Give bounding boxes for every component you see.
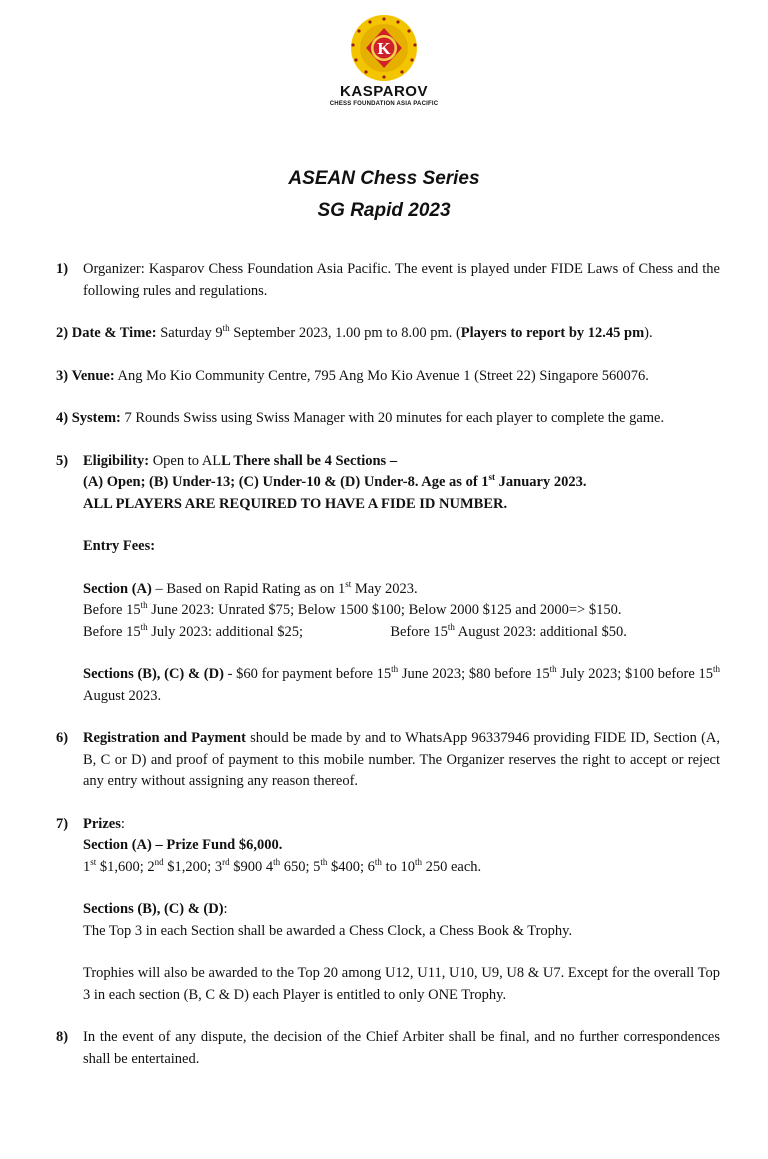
eligibility-label: Eligibility: xyxy=(83,452,150,469)
report-time: Players to report by 12.45 pm xyxy=(460,325,645,341)
system-text: 7 Rounds Swiss using Swiss Manager with 20 minutes for each player to complete the game. xyxy=(124,410,665,426)
section-system xyxy=(56,408,720,430)
system-label: System: xyxy=(71,410,121,426)
section-number: 2) xyxy=(56,325,69,341)
organizer-text: Organizer: Kasparov Chess Foundation Asia Pacific. The event is played under FIDE Laws of Chess and the following rules and regulations. xyxy=(83,261,720,299)
section-number: 3) xyxy=(56,367,69,384)
section-number: 8) xyxy=(56,1029,69,1045)
prizes-label: Prizes xyxy=(83,815,121,832)
document-title: ASEAN Chess Series xyxy=(288,168,480,189)
section-a-june-fees: Before 15th June 2023: Unrated $75; Below 1500 $100; Below 2000 $125 and 2000=> $150. xyxy=(83,600,622,618)
dispute-text: In the event of any dispute, the decision of the Chief Arbiter shall be final, and no further correspondences shall be entertained. xyxy=(83,1029,720,1067)
section-a-additional-fees: Before 15th July 2023: additional $25; Before 15th August 2023: additional $50. xyxy=(83,621,627,640)
fide-id-requirement: ALL PLAYERS ARE REQUIRED TO HAVE A FIDE ID NUMBER. xyxy=(83,495,508,512)
section-registration xyxy=(56,728,720,793)
date-suffix: th xyxy=(222,323,230,334)
entry-fees-heading: Entry Fees: xyxy=(83,538,156,554)
registration-label: Registration and Payment xyxy=(83,730,246,746)
document-subtitle: SG Rapid 2023 xyxy=(317,200,451,221)
section-number: 1) xyxy=(56,261,69,277)
section-a-label: Section (A) xyxy=(83,580,152,597)
brand-name: KASPAROV xyxy=(340,83,428,100)
sections-bcd-label: Sections (B), (C) & (D) xyxy=(83,666,224,682)
brand-subtitle: CHESS FOUNDATION ASIA PACIFIC xyxy=(329,101,439,107)
eligibility-sections: L There shall be 4 Sections – xyxy=(221,452,398,469)
date-label: Date & Time: xyxy=(71,325,157,341)
section-venue xyxy=(56,366,720,388)
section-dispute xyxy=(56,1027,720,1070)
kasparov-emblem-icon xyxy=(344,14,424,82)
section-a-fees: Section (A) – Based on Rapid Rating as on 1st May 2023. xyxy=(83,578,418,597)
sections-bcd-fees: Sections (B), (C) & (D) - $60 for payment before 15th June 2023; $80 before 15th July 2023; $100 before 15th August 2023. xyxy=(83,664,721,704)
venue-label: Venue: xyxy=(71,367,115,384)
section-organizer xyxy=(56,259,720,302)
section-number: 6) xyxy=(56,730,69,746)
sections-bcd-prize-label: Sections (B), (C) & (D) xyxy=(83,901,224,917)
venue-text: Ang Mo Kio Community Centre, 795 Ang Mo Kio Avenue 1 (Street 22) Singapore 560076. xyxy=(114,367,649,384)
date-text-3: ). xyxy=(644,325,653,341)
registration-text: should be made by and to WhatsApp 96337946 providing FIDE ID, Section (A, B, C or D) and proof of payment to this mobile number. The Organizer reserves the right to accept or reject any entry without assigning any reason thereof. xyxy=(83,730,720,789)
rules-body xyxy=(56,259,720,1070)
date-text: Saturday 9 xyxy=(160,325,223,341)
eligibility-open: Open to AL xyxy=(152,452,222,469)
eligibility-categories: (A) Open; (B) Under-13; (C) Under-10 & (D) Under-8. Age as of 1st January 2023. xyxy=(83,472,587,490)
section-prizes: 7) Prizes: Section (A) – Prize Fund $6,000. 1st $1,600; 2nd $1,200; 3rd $900 4th 650; 5th $400; 6th to 10th 250 each. Sections (B), (C) & (D): The Top 3 in each Section shall be awarded a Chess Clock, a Chess Book & Trophy. Trophies will also be awarded to the Top 20 among U12, U11, U10, U9, U8 & U7. Except for the overall Top 3 in each section (B, C & D) each Player is entitled to only ONE Trophy. xyxy=(56,814,720,1007)
section-number: 7) xyxy=(56,815,69,832)
section-a-prize-fund: Section (A) – Prize Fund $6,000. xyxy=(83,837,283,853)
sections-bcd-prize-text: The Top 3 in each Section shall be awarded a Chess Clock, a Chess Book & Trophy. xyxy=(83,922,573,939)
section-a-prize-breakdown: 1st $1,600; 2nd $1,200; 3rd $900 4th 650; 5th $400; 6th to 10th 250 each. xyxy=(83,856,482,875)
svg-text:K: K xyxy=(377,39,391,58)
trophies-text: Trophies will also be awarded to the Top 20 among U12, U11, U10, U9, U8 & U7. Except for the overall Top 3 in each section (B, C & D) each Player is entitled to only ONE Trophy. xyxy=(83,965,720,1003)
section-number: 5) xyxy=(56,452,69,469)
section-date-time xyxy=(56,323,720,345)
date-text-2: September 2023, 1.00 pm to 8.00 pm. ( xyxy=(233,325,461,341)
foundation-logo xyxy=(0,14,768,107)
section-number: 4) xyxy=(56,410,69,426)
section-eligibility xyxy=(56,451,720,708)
